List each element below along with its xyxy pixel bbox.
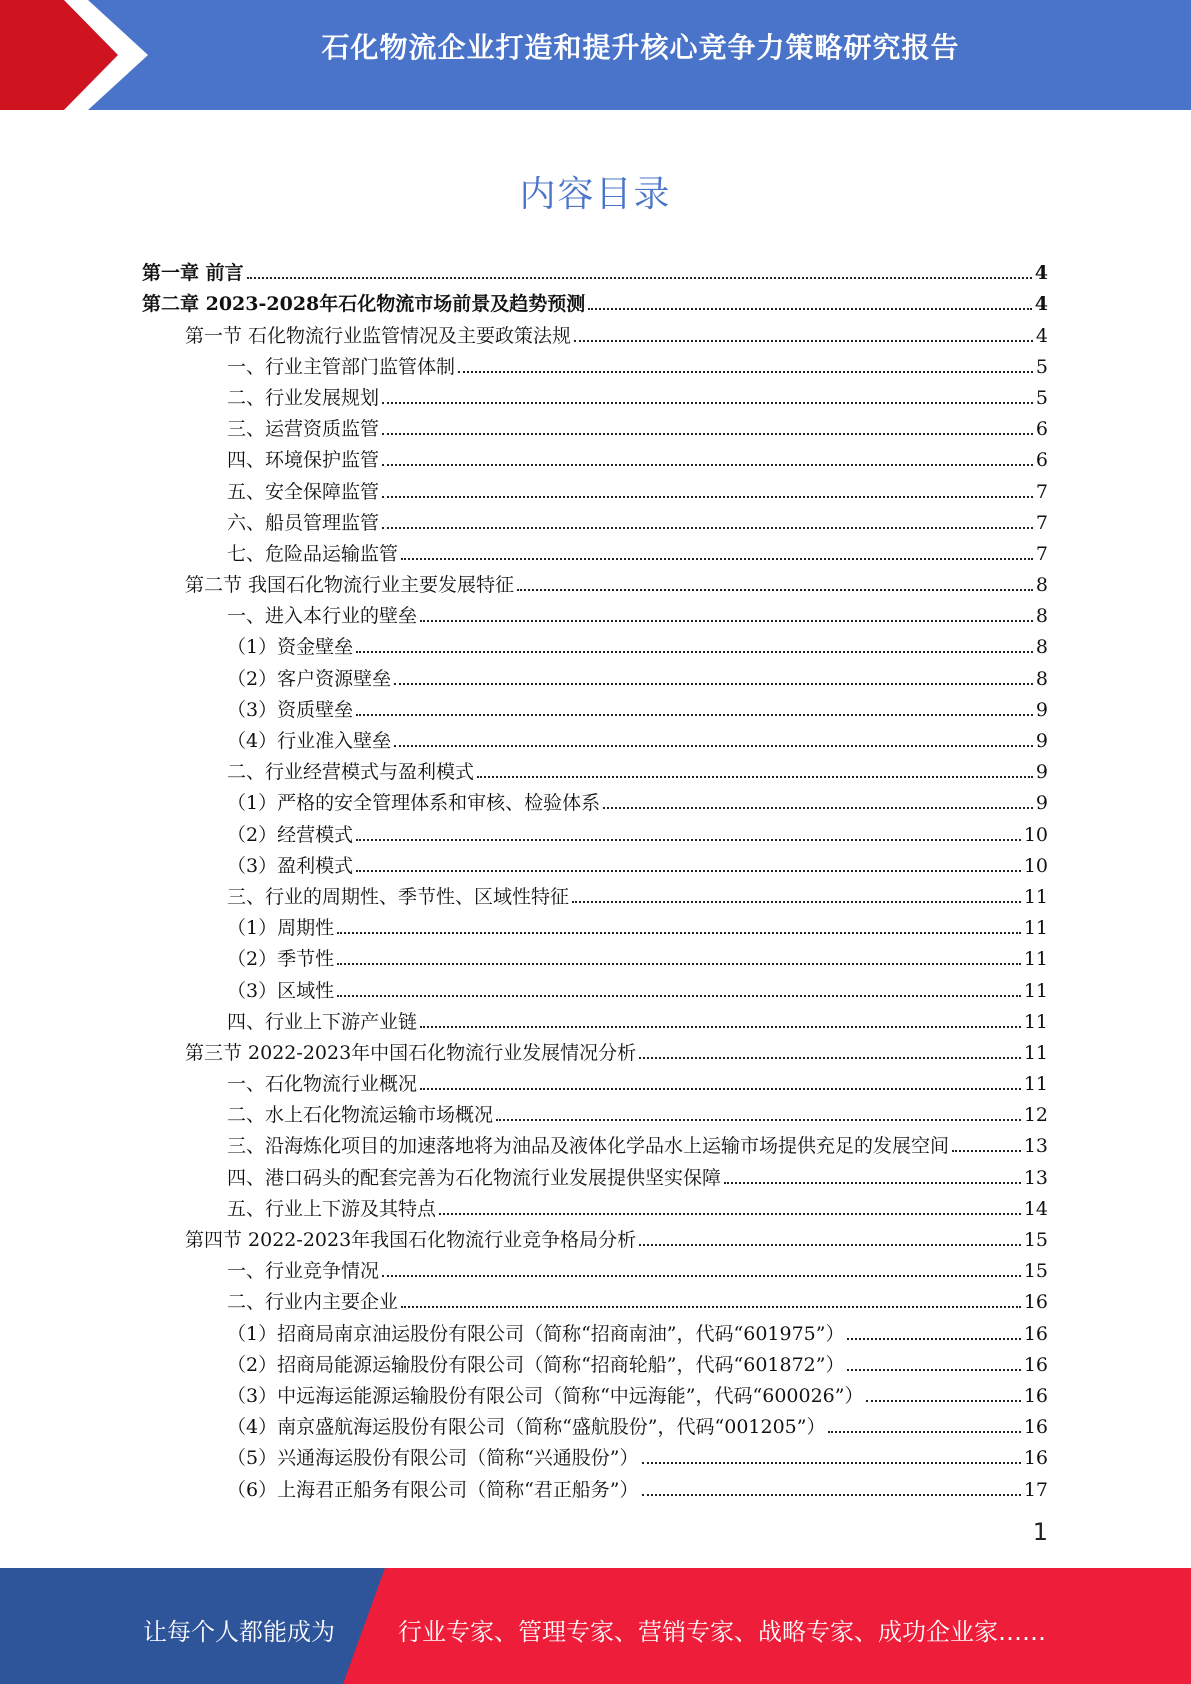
toc-entry-page: 11: [1023, 1073, 1048, 1096]
toc-entry-text: 四、港口码头的配套完善为石化物流行业发展提供坚实保障: [227, 1166, 722, 1189]
toc-entry[interactable]: [142, 909, 1048, 940]
toc-entry-text: 七、危险品运输监管: [227, 542, 399, 565]
dot-leader: [603, 807, 1033, 809]
toc-entry-text: 第二章 2023-2028年石化物流市场前景及趋势预测: [142, 293, 586, 316]
toc-entry-page: 8: [1035, 667, 1048, 690]
toc-entry[interactable]: [142, 1470, 1048, 1501]
dot-leader: [847, 1338, 1020, 1340]
toc-entry-text: （3）中远海运能源运输股份有限公司（简称“中远海能”，代码“600026”）: [227, 1384, 864, 1407]
toc-entry-page: 8: [1035, 574, 1048, 597]
dot-leader: [337, 932, 1021, 934]
toc-entry-text: 二、行业内主要企业: [227, 1291, 399, 1314]
dot-leader: [337, 963, 1021, 965]
dot-leader: [394, 683, 1033, 685]
toc-entry[interactable]: [142, 1190, 1048, 1221]
toc-entry-text: （3）盈利模式: [227, 854, 354, 877]
toc-entry-text: （2）季节性: [227, 948, 335, 971]
toc-entry-page: 10: [1023, 854, 1048, 877]
toc-entry-page: 5: [1035, 386, 1048, 409]
toc-entry-page: 16: [1023, 1384, 1048, 1407]
toc-entry[interactable]: [142, 379, 1048, 410]
toc-entry[interactable]: [142, 1377, 1048, 1408]
dot-leader: [382, 433, 1033, 435]
toc-entry-text: 三、沿海炼化项目的加速落地将为油品及液体化学品水上运输市场提供充足的发展空间: [227, 1135, 950, 1158]
dot-leader: [724, 1182, 1021, 1184]
toc-entry[interactable]: [142, 472, 1048, 503]
dot-leader: [420, 1026, 1021, 1028]
toc-entry-text: 一、石化物流行业概况: [227, 1073, 418, 1096]
toc-entry-text: 四、行业上下游产业链: [227, 1010, 418, 1033]
page-number: 1: [1032, 1518, 1048, 1546]
toc-entry[interactable]: [142, 316, 1048, 347]
toc-entry[interactable]: [142, 535, 1048, 566]
toc-entry[interactable]: [142, 940, 1048, 971]
toc-entry-text: （2）客户资源壁垒: [227, 667, 392, 690]
dot-leader: [572, 901, 1021, 903]
toc-entry[interactable]: [142, 691, 1048, 722]
toc-entry[interactable]: [142, 441, 1048, 472]
report-title: 石化物流企业打造和提升核心竞争力策略研究报告: [321, 31, 960, 64]
toc-entry-page: 16: [1023, 1447, 1048, 1470]
dot-leader: [642, 1494, 1021, 1496]
dot-leader: [394, 745, 1033, 747]
toc-entry-page: 9: [1035, 761, 1048, 784]
toc-entry-page: 16: [1023, 1322, 1048, 1345]
toc-entry-page: 12: [1023, 1104, 1048, 1127]
toc-entry-page: 11: [1023, 979, 1048, 1002]
toc-entry-page: 6: [1035, 418, 1048, 441]
table-of-contents: [142, 254, 1048, 1502]
toc-entry-text: （6）上海君正船务有限公司（简称“君正船务”）: [227, 1478, 639, 1501]
toc-entry[interactable]: [142, 815, 1048, 846]
dot-leader: [458, 371, 1033, 373]
dot-leader: [574, 340, 1033, 342]
dot-leader: [866, 1400, 1020, 1402]
dot-leader: [847, 1369, 1020, 1371]
dot-leader: [356, 870, 1021, 872]
toc-entry-page: 6: [1035, 449, 1048, 472]
toc-entry-page: 10: [1023, 823, 1048, 846]
toc-entry-text: 三、行业的周期性、季节性、区域性特征: [227, 885, 570, 908]
toc-entry-text: （2）经营模式: [227, 823, 354, 846]
toc-entry-text: （3）资质壁垒: [227, 698, 354, 721]
toc-entry-text: （4）南京盛航海运股份有限公司（简称“盛航股份”，代码“001205”）: [227, 1416, 826, 1439]
dot-leader: [356, 651, 1033, 653]
toc-entry-page: 11: [1023, 948, 1048, 971]
dot-leader: [382, 402, 1033, 404]
toc-entry[interactable]: [142, 1127, 1048, 1158]
toc-entry[interactable]: [142, 566, 1048, 597]
toc-entry-page: 11: [1023, 885, 1048, 908]
toc-entry-text: 五、安全保障监管: [227, 480, 380, 503]
dot-leader: [401, 558, 1033, 560]
toc-entry[interactable]: [142, 254, 1048, 285]
toc-entry[interactable]: [142, 847, 1048, 878]
toc-entry-page: 7: [1035, 542, 1048, 565]
toc-entry[interactable]: [142, 1003, 1048, 1034]
toc-entry-text: （3）区域性: [227, 979, 335, 1002]
toc-entry[interactable]: [142, 1408, 1048, 1439]
toc-entry-page: 11: [1023, 1010, 1048, 1033]
toc-entry-page: 9: [1035, 792, 1048, 815]
toc-entry-text: 四、环境保护监管: [227, 449, 380, 472]
dot-leader: [828, 1431, 1020, 1433]
toc-entry-text: （1）资金壁垒: [227, 636, 354, 659]
footer-slogan-left: 让每个人都能成为: [143, 1618, 335, 1646]
toc-entry-text: （1）周期性: [227, 917, 335, 940]
toc-entry-text: （1）严格的安全管理体系和审核、检验体系: [227, 792, 601, 815]
toc-entry[interactable]: [142, 348, 1048, 379]
toc-entry[interactable]: [142, 1283, 1048, 1314]
toc-entry-text: 第一章 前言: [142, 262, 244, 285]
toc-entry[interactable]: [142, 504, 1048, 535]
dot-leader: [588, 308, 1032, 310]
toc-entry-page: 8: [1035, 605, 1048, 628]
footer-banner: [0, 1568, 1191, 1684]
dot-leader: [639, 1057, 1021, 1059]
toc-entry[interactable]: [142, 722, 1048, 753]
toc-entry[interactable]: [142, 1314, 1048, 1345]
toc-entry-page: 17: [1023, 1478, 1048, 1501]
toc-entry[interactable]: [142, 659, 1048, 690]
toc-entry-text: 五、行业上下游及其特点: [227, 1197, 437, 1220]
toc-entry-text: 第三节 2022-2023年中国石化物流行业发展情况分析: [185, 1041, 637, 1064]
toc-entry[interactable]: [142, 1346, 1048, 1377]
toc-entry-page: 15: [1023, 1260, 1048, 1283]
toc-entry[interactable]: [142, 1439, 1048, 1470]
toc-entry-page: 4: [1034, 262, 1048, 285]
toc-entry-page: 13: [1023, 1135, 1048, 1158]
toc-entry-text: 六、船员管理监管: [227, 511, 380, 534]
toc-entry-text: 一、进入本行业的壁垒: [227, 605, 418, 628]
toc-entry-page: 13: [1023, 1166, 1048, 1189]
toc-entry-text: （5）兴通海运股份有限公司（简称“兴通股份”）: [227, 1447, 639, 1470]
footer-slogan-right: 行业专家、管理专家、营销专家、战略专家、成功企业家……: [398, 1618, 1046, 1646]
toc-entry[interactable]: [142, 628, 1048, 659]
toc-entry[interactable]: [142, 1065, 1048, 1096]
toc-entry[interactable]: [142, 1096, 1048, 1127]
toc-entry-page: 9: [1035, 730, 1048, 752]
toc-entry-text: 第二节 我国石化物流行业主要发展特征: [185, 574, 515, 597]
dot-leader: [439, 1213, 1021, 1215]
dot-leader: [477, 776, 1033, 778]
toc-entry-page: 16: [1023, 1291, 1048, 1314]
toc-entry-page: 15: [1023, 1229, 1048, 1251]
toc-entry-text: 二、行业经营模式与盈利模式: [227, 761, 475, 784]
toc-entry[interactable]: [142, 878, 1048, 909]
toc-entry-page: 5: [1035, 355, 1048, 378]
dot-leader: [952, 1150, 1021, 1152]
toc-entry[interactable]: [142, 1034, 1048, 1065]
toc-entry[interactable]: [142, 410, 1048, 441]
dot-leader: [382, 1275, 1021, 1277]
toc-entry-text: 第一节 石化物流行业监管情况及主要政策法规: [185, 324, 572, 347]
toc-entry-text: 一、行业竞争情况: [227, 1260, 380, 1283]
toc-entry-text: （4）行业准入壁垒: [227, 730, 392, 752]
toc-entry[interactable]: [142, 285, 1048, 316]
toc-entry-text: 三、运营资质监管: [227, 418, 380, 441]
toc-entry-page: 4: [1034, 293, 1048, 316]
toc-entry-text: （1）招商局南京油运股份有限公司（简称“招商南油”，代码“601975”）: [227, 1322, 845, 1345]
toc-heading: 内容目录: [519, 174, 672, 215]
toc-entry-page: 9: [1035, 698, 1048, 721]
toc-entry-page: 8: [1035, 636, 1048, 659]
toc-entry-text: 二、水上石化物流运输市场概况: [227, 1104, 494, 1127]
dot-leader: [337, 995, 1021, 997]
dot-leader: [401, 1306, 1021, 1308]
dot-leader: [356, 714, 1033, 716]
toc-entry[interactable]: [142, 784, 1048, 815]
toc-entry-text: （2）招商局能源运输股份有限公司（简称“招商轮船”，代码“601872”）: [227, 1353, 845, 1376]
toc-entry-page: 16: [1023, 1353, 1048, 1376]
toc-entry-page: 4: [1035, 324, 1048, 347]
toc-entry-text: 二、行业发展规划: [227, 386, 380, 409]
dot-leader: [382, 496, 1033, 498]
toc-entry[interactable]: [142, 597, 1048, 628]
dot-leader: [517, 589, 1033, 591]
dot-leader: [496, 1119, 1021, 1121]
toc-entry-text: 一、行业主管部门监管体制: [227, 355, 456, 378]
dot-leader: [382, 464, 1033, 466]
toc-entry[interactable]: [142, 1252, 1048, 1283]
toc-entry-page: 7: [1035, 480, 1048, 503]
toc-entry-page: 7: [1035, 511, 1048, 534]
dot-leader: [642, 1462, 1021, 1464]
toc-entry-page: 11: [1023, 1041, 1048, 1064]
dot-leader: [382, 527, 1033, 529]
dot-leader: [420, 1088, 1021, 1090]
toc-entry-page: 16: [1023, 1416, 1048, 1439]
toc-entry[interactable]: [142, 1221, 1048, 1252]
toc-entry-page: 11: [1023, 917, 1048, 940]
toc-entry[interactable]: [142, 1158, 1048, 1189]
dot-leader: [420, 620, 1033, 622]
toc-entry[interactable]: [142, 753, 1048, 784]
dot-leader: [356, 839, 1021, 841]
toc-entry[interactable]: [142, 971, 1048, 1002]
dot-leader: [639, 1244, 1021, 1246]
toc-entry-page: 14: [1023, 1197, 1048, 1220]
toc-entry-text: 第四节 2022-2023年我国石化物流行业竞争格局分析: [185, 1229, 637, 1251]
header-banner: [0, 0, 1191, 110]
dot-leader: [247, 277, 1032, 279]
